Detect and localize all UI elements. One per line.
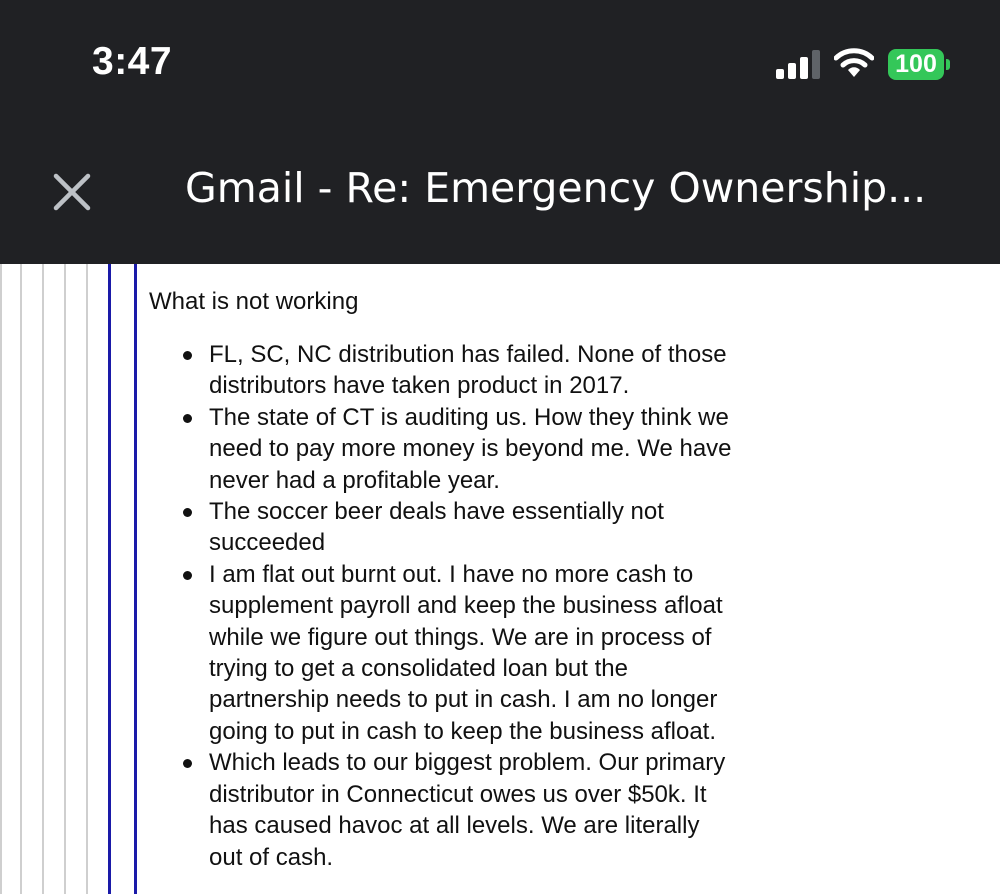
list-item (149, 559, 789, 747)
bullet-text-line: never had a profitable year. (209, 466, 500, 494)
bullet-text-line: trying to get a consolidated loan but the (209, 655, 628, 683)
bullet-text-line: partnership needs to put in cash. I am no longer (209, 686, 718, 714)
bullet-dot (183, 759, 192, 768)
list-item (149, 402, 789, 496)
bullet-dot (183, 508, 192, 517)
bullet-text-line: has caused havoc at all levels. We are literally (209, 812, 700, 840)
bullet-text-line: need to pay more money is beyond me. We have (209, 435, 732, 463)
battery-icon (888, 49, 948, 80)
quote-border-main (108, 264, 111, 894)
bullet-dot (183, 351, 192, 360)
bullet-list (149, 339, 789, 873)
bullet-text-line: out of cash. (209, 843, 334, 871)
bullet-text-line: distributors have taken product in 2017. (209, 372, 630, 400)
bullet-text-line: supplement payroll and keep the business afloat (209, 592, 723, 620)
quote-border (86, 264, 88, 894)
bullet-text-line: The soccer beer deals have essentially not (209, 498, 664, 526)
quote-border-main (134, 264, 137, 894)
battery-level: 100 (888, 49, 944, 80)
cellular-signal-icon (776, 49, 820, 79)
quote-border (20, 264, 22, 894)
bullet-dot (183, 414, 192, 423)
bullet-dot (183, 571, 192, 580)
page-title: Gmail - Re: Emergency Ownership... (185, 164, 927, 212)
email-body[interactable] (0, 264, 1000, 894)
list-item (149, 747, 789, 873)
status-time: 3:47 (92, 40, 173, 83)
list-item (149, 496, 789, 559)
quote-border (42, 264, 44, 894)
close-icon[interactable] (48, 168, 96, 216)
list-item (149, 339, 789, 402)
section-heading: What is not working (149, 288, 359, 315)
bullet-text-line: The state of CT is auditing us. How they think we (209, 403, 729, 431)
top-bar (0, 0, 1000, 264)
quote-border (0, 264, 2, 894)
wifi-icon (834, 47, 874, 79)
bullet-text-line: going to put in cash to keep the business afloat. (209, 717, 717, 745)
bullet-text-line: distributor in Connecticut owes us over $50k. It (209, 780, 707, 808)
bullet-text-line: succeeded (209, 529, 326, 557)
bullet-text-line: Which leads to our biggest problem. Our primary (209, 749, 726, 777)
bullet-text-line: FL, SC, NC distribution has failed. None of those (209, 341, 727, 368)
bullet-text-line: I am flat out burnt out. I have no more cash to (209, 560, 694, 588)
bullet-text-line: while we figure out things. We are in process of (209, 623, 712, 651)
quote-border (64, 264, 66, 894)
